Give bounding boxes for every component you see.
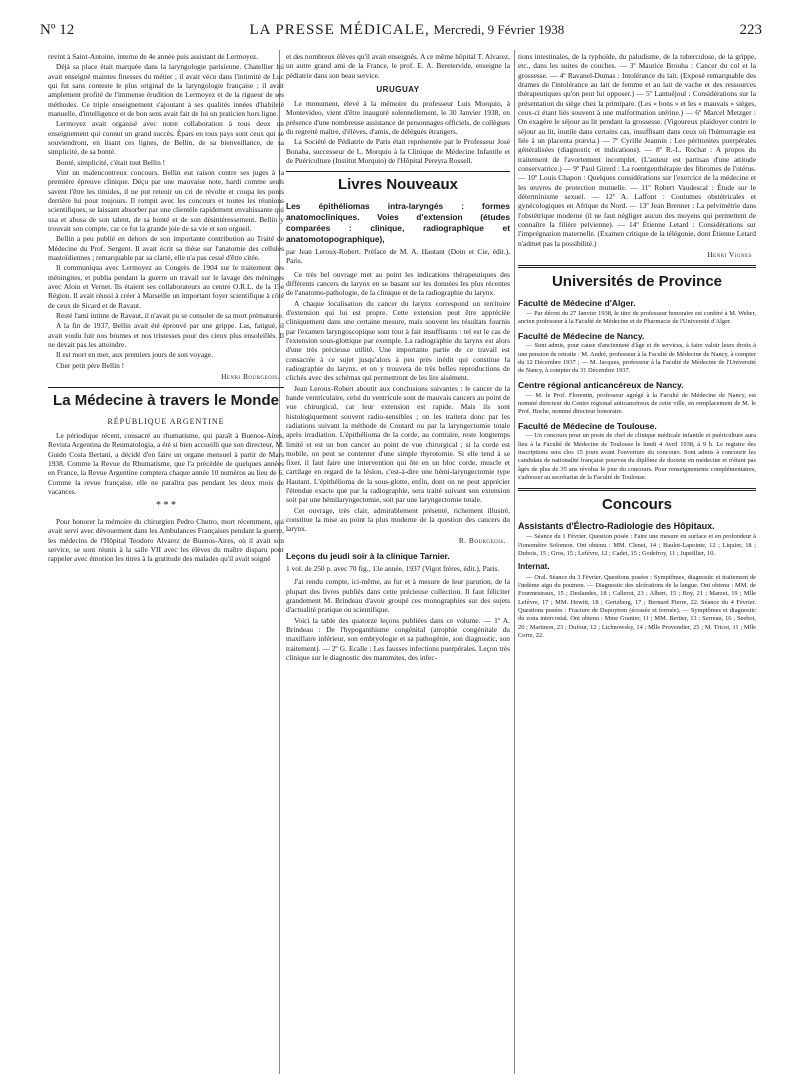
- paragraph: La Société de Pédiatrie de Paris était représentée par le Professeur José Bonaba, successeur de L. Morquio à la Clinique de Médecine Infantile et de Puériculture (Institut Morquio) de l'Hôpital Pereyra Rossell.: [286, 137, 510, 166]
- signature: Henri Vignes: [707, 249, 752, 259]
- section-rule: [48, 387, 284, 388]
- subhead-uruguay: URUGUAY: [376, 84, 420, 94]
- separator-dots: * * *: [156, 500, 176, 512]
- journal-title: [250, 22, 565, 39]
- paragraph: Jean Leroux-Robert aboutit aux conclusions suivantes : le cancer de la bande ventriculaire, celui du ventricule sont de mauvais cancers au point de vue chirurgical, car leur extension est rapide. Mais ils sont histologiquement souvent radio-sensibles ; on les traitera donc par les radiations suivant la méthode de Coutard ou par la laryngectomie totale après irradiation. L'épithélioma de la corde, au contraire, reste longtemps limité et est un bon cancer au point de vue chirurgical ; si la corde est mobile, on peut se contenter d'une simple thyrotomie. Si elle tend à se fixer, il faut faire une intervention qui ôte en un bloc corde, muscle et cartilage en regard de la lésion, c'est-à-dire une hémi-laryngectomie type Hautant. L'épithélioma de la sous-glotte, enfin, dont on ne peut apprécier l'étendue exacte que par la radiographie, sera traité suivant son extension soit par une hémilaryngectomie, soit par une laryngectomie totale.: [286, 383, 510, 505]
- faculty-body: — Sont admis, pour cause d'ancienneté d'âge et de services, à faire valoir leurs droits à une pension de retraite : M. André, professeur à la Faculté de Médecine de Nancy, à compter du 12 Décembre 1937 ; — M. Jacques, professeur à la Faculté de Médecine de l'Université de Nancy, à compter du 31 Décembre 1937.: [518, 342, 756, 375]
- section-title-medecine: La Médecine à travers le Monde: [53, 392, 279, 410]
- paragraph: Ce très bel ouvrage met au point les indications thérapeutiques des différents cancers du larynx en se basant sur les données les plus récentes de l'anatomo-pathologie, de la clinique et de la radiographie du larynx.: [286, 269, 510, 298]
- paragraph: Cher petit père Bellin !: [56, 360, 125, 370]
- subhead-argentine: RÉPUBLIQUE ARGENTINE: [107, 417, 225, 427]
- paragraph: Le monument, élevé à la mémoire du professeur Luis Morquio, à Montevideo, vient d'être inauguré solennellement, le 30 Janvier 1938, en présence d'une nombreuse assistance de personnages officiels, de collègues du regretté maître, d'élèves, d'amis, de délégués étrangers.: [286, 99, 510, 137]
- paragraph: Bonté, simplicité, c'était tout Bellin !: [56, 157, 166, 167]
- paragraph: Cet ouvrage, très clair, admirablement présenté, richement illustré, constitue la mise au point la plus moderne de la question des cancers du larynx.: [286, 505, 510, 534]
- book-meta: par Jean Leroux-Robert. Préface de M. A. Hautant (Doin et Cie, édit.), Paris.: [286, 246, 510, 266]
- paragraph: Lermoyez avait organisé avec notre collaboration à tous deux un enseignement qui connut un grand succès. Épars en tous pays sont ceux qui se souviendront, en lisant ces lignes, de Bellin, de sa bienveillance, de sa simplicité, de sa bonté.: [48, 119, 284, 157]
- column-middle: [286, 52, 510, 663]
- concours-body: — Séance du 1 Février. Question posée : Faire une mesure en surface et en profondeur à l'ionomètre Solomon. Ont obtenu : MM. Clenet, 14 ; Baulot-Lapointe, 12 ; Liquier, 18 ; Dubois, 15 ; Gros, 15 ; Lefèvre, 12 ; Cadet, 15 ; Godefroy, 11 ; Jupeillier, 10.: [518, 533, 756, 558]
- section-title-universites: Universités de Province: [551, 273, 723, 291]
- paragraph: Le périodique récent, consacré au rhumatisme, qui paraît à Buenos-Aires, Revista Argentina de Reumatologia, a été si bien accueilli que son directeur, M. Guido Costa Bertani, a décidé d'en faire un organe mensuel à partir de Mars 1938. Comme la Revue du Rhumatisme, que l'a précédée de quelques années en France, la Revue Argentine comptera chaque année 10 numéros au lieu de 6. Comme la revue française, elle ne paraîtra pas pendant les deux mois de vacances.: [48, 431, 284, 497]
- internat-title: Internat.: [518, 562, 550, 572]
- faculty-title: Faculté de Médecine d'Alger.: [518, 298, 636, 309]
- paragraph: Pour honorer la mémoire du chirurgien Pedro Chutro, mort récemment, qui avait servi avec dévouement dans les Ambulances Françaises pendant la guerre, les médecins de l'Hôpital Teodoro Alvarez de Buenos-Aires, où il avait son service, se sont réunis à la salle VII avec les élèves du maître disparu pour rappeler avec émotion les titres à la gratitude des malades qu'il avait soigné: [48, 517, 284, 564]
- paragraph: Il est mort en mer, aux premiers jours de son voyage.: [56, 350, 213, 360]
- faculty-title: Centre régional anticancéreux de Nancy.: [518, 379, 684, 390]
- faculty-body: — M. le Prof. Florentin, professeur agrégé à la Faculté de Médecine de Nancy, est nommé directeur du Centre régional anticancéreux de cette ville, en remplacement de M. le Prof. Hoche, nommé directeur honoraire.: [518, 391, 756, 416]
- section-title-concours: Concours: [601, 496, 672, 514]
- faculty-title: Faculté de Médecine de Toulouse.: [518, 420, 657, 431]
- paragraph: et des nombreux élèves qu'il avait enseignés. A ce même hôpital T. Alvarez, un autre grand ami de la France, le prof. E. A. Beretervide, enseigne la pédiatrie dans son beau service.: [286, 52, 510, 80]
- paragraph: tions intestinales, de la typhoïde, du paludisme, de la tuberculose, de la grippe, etc., dans les suites de couches. — 3º Maurice Brouha : Cancer du col et la grossesse. — 4º Ravanel-Dumas : Intolérance du lait. (Exposé remarquable des drames de l'intolérance au lait de femme et au lait de vache et des ressources thérapeutiques qu'on peut lui opposer.) — 5º Lantuéjoul : Considérations sur la présentation du siège chez la primipare. (Les « bons » et les « mauvais » sièges, ceux-ci étant liés souvent à une malformation utérine.) — 6º Marcel Metzger : On exagère le séjour au lit pendant la grossesse. (Vigoureux plaidoyer contre le séjour au lit, inutile dans certains cas, insuffisant dans ceux où l'hémorragie est liée à un placenta prævia.) — 7º Cyrille Jeannin : Les péritonites puerpérales généralisées (diagnostic et indications). — 8º R.-L. Rochat : A propos du traitement de l'avortement incomplet. (L'auteur est partisan d'une attitude conservatrice.) — 9º Paul Girerd : La roentgenthérapie des fibromes de l'utérus. — 10º Louis Chapon : Quelques considérations sur l'exercice de la médecine et les œuvres de protection mutuelle. — 11º Robert Vaudescal : Étude sur le déterminisme sexuel. — 12º A. Laffont : Coutumes obstétricales et gynécologiques en Afrique du Nord. — 13º Jean Brenner : La pelvimétrie dans l'obstétrique moderne (il ne faut négliger aucun des moyens qui permettent de connaître la filière pelvienne). — 14º Étienne Letard : Considérations sur l'imprégnation maternelle. (Examen critique de la télégonie, dont Étienne Letard n'admet pas la possibilité.): [518, 52, 756, 248]
- paragraph: J'ai rendu compte, ici-même, au fur et à mesure de leur parution, de la plupart des livres publiés dans cette précieuse collection. Il faut féliciter grandement M. Brindeau d'avoir groupé ces monographies sur des sujets d'actualité pratique ou scientifique.: [286, 577, 510, 615]
- signature: R. Bourgeois.: [458, 535, 506, 545]
- internat-body: — Oral. Séance du 3 Février. Questions posées : Symptômes, diagnostic et traitement de l'œdème aigu du poumon. — Diagnostic des ulcérations de la langue. Ont obtenu : MM. de Fourmestraux, 15 ; Deslandes, 18 ; Callerot, 23 ; Albert, 15 ; Boy, 21 ; Marzet, 19 ; Mlle Lefèvre, 17 ; MM. Hewitt, 18 ; Gertzberg, 17 ; Bernard Pierre, 22. Séance du 4 Février. Questions posées : Fracture de Dupuytren (écrasée et fermée). — Symptômes et diagnostic du zona intercostal. Ont obtenu : Mme Granier, 11 ; MM. Bertier, 13 ; Serreau, 16 ; Seebot, 20 ; Martinon, 23 ; Dufour, 12 ; Lichnowsky, 14 ; Mlle Provendier, 25 ; M. Tricot, 11 ; Mlle Corre, 22.: [518, 573, 756, 639]
- signature: Henri Bourgeois.: [221, 371, 280, 381]
- book-meta: 1 vol. de 250 p. avec 70 fig., 13e année, 1937 (Vigot frères, édit.), Paris.: [286, 564, 500, 574]
- page-number: 223: [739, 22, 762, 38]
- paragraph: Resté l'ami intime de Ravaut, il n'avait pu se consoler de sa mort prématurée.: [56, 310, 284, 320]
- column-left: [48, 52, 284, 565]
- column-divider: [514, 50, 515, 1074]
- paragraph: Déjà sa place était marquée dans la laryngologie parisienne. Chatellier lui avait enseigné maintes finesses du métier ; il avait vécu dans l'intimité de Luc qui fut sans conteste le plus original de la laryngologie française ; il avait amplement profité de l'immense érudition de Lermoyez et de la rigueur de ses méthodes. Ce triple enseignement s'ajoutant à ses qualités innées d'habileté manuelle, d'intelligence et de bon sens avait fait de lui un praticien hors ligne.: [48, 62, 284, 118]
- paragraph: Vint un malencontreux concours. Bellin eut raison contre ses juges à la première épreuve clinique. Déçu par une mauvaise note, hardi comme seuls savent l'être les timides, il ne put retenir un cri de révolte et coupa les ponts derrière lui pour toujours. Il rompit avec les concours et toutes les réunions scientifiques, se laissant absorber par une clientèle rapidement envahissante qui usa et abusa de son talent, de sa bonté et de son désintéressement. Bellin y trouvait son compte, car ce fut la grande joie de sa vie et son orgueil.: [48, 167, 284, 233]
- section-rule: [518, 488, 756, 491]
- issue-number: Nº 12: [40, 22, 75, 38]
- paragraph: A chaque localisation du cancer du larynx correspond un territoire d'extension qui lui est propre. Cette extension peut être appréciée cliniquement dans une certaine mesure, mais souvent les résultats fournis par l'examen laryngoscopique sont tout à fait insuffisants : tel est le cas de l'extension sous-glottique par exemple. La radiographie du larynx est alors d'une très précieuse utilité. Une importante partie de ce travail est consacrée à ce sujet jusqu'alors à peu près inédit qui constitue la radiographie du larynx, et on y trouvera de très belles reproductions de clichés avec des schémas qui permettront de les lire aisément.: [286, 298, 510, 383]
- paragraph: Voici la table des quatorze leçons publiées dans ce volume. — 1º A. Brindeau : De l'hypoganthisme congénital (atrophie congénitale du maxillaire inférieur, son embryologie et sa pathogénie, son diagnostic, son traitement). — 2º G. Ecalle : Les fausses infections puerpérales. Leçon très clinique sur le diagnostic des mammites, des infec-: [286, 615, 510, 662]
- column-right: [518, 52, 756, 641]
- faculty-body: — Par décret du 27 Janvier 1938, le titre de professeur honoraire est conféré à M. Weber, ancien professeur à la Faculté de Médecine et de Pharmacie de l'Université d'Alger.: [518, 309, 756, 326]
- faculty-body: — Un concours pour un poste de chef de clinique médicale infantile et puériculture aura lieu à la Faculté de Médecine de Toulouse le lundi 4 Avril 1938, à 9 h. Le registre des inscriptions sera clos 15 jours avant l'ouverture du concours. Sont admis à concourir les candidats de nationalité française pourvus du diplôme de docteur en médecine et n'étant pas âgés de plus de 35 ans révolus le jour du concours. Pour renseignements complémentaires, s'adresser au secrétariat de la Faculté de Toulouse.: [518, 432, 756, 482]
- page-header: [40, 22, 762, 40]
- section-title-livres: Livres Nouveaux: [337, 176, 459, 194]
- section-rule: [286, 171, 510, 172]
- concours-title: Assistants d'Électro-Radiologie des Hôpitaux.: [518, 521, 715, 532]
- journal-name: LA PRESSE MÉDICALE,: [249, 22, 430, 38]
- paragraph: revint à Saint-Antoine, interne de 4e année puis assistant de Lermoyez.: [48, 52, 259, 61]
- section-rule: [518, 265, 756, 268]
- paragraph: Bellin a peu publié en dehors de son importante contribution au Traité de Médecine du Prof. Sergent. Il avait écrit sa thèse sur l'anatomie des cellules mastoïdiennes ; remarquable par sa clarté, elle n'a pas cessé d'être citée.: [48, 234, 284, 262]
- issue-date: Mercredi, 9 Février 1938: [433, 22, 565, 37]
- book-title: Les épithéliomas intra-laryngés : formes anatomocliniques. Voies d'extension (études comparées : clinique, radiographique et anatomotopographique),: [286, 201, 510, 245]
- paragraph: Il communiqua avec Lermoyez au Congrès de 1904 sur le traitement des méningites, et publia pendant la guerre un travail sur le lavage des méninges avec Aloin et Vernet. Ils étaient ses collaborateurs au centre O.R.L. de la 15e Région. Il avait réussi à créer à Marseille un important foyer scientifique à côté de ceux de Sicard et de Ravaut.: [48, 263, 284, 310]
- book-title: Leçons du jeudi soir à la clinique Tarnier.: [286, 551, 450, 562]
- faculty-title: Faculté de Médecine de Nancy.: [518, 330, 645, 341]
- paragraph: A la fin de 1937, Bellin avait été éprouvé par une grippe. Las, fatigué, il avait voulu fuir nos brumes et nos tristesses pour des cieux plus ensoleillés. Il ne devait pas les atteindre.: [48, 321, 284, 349]
